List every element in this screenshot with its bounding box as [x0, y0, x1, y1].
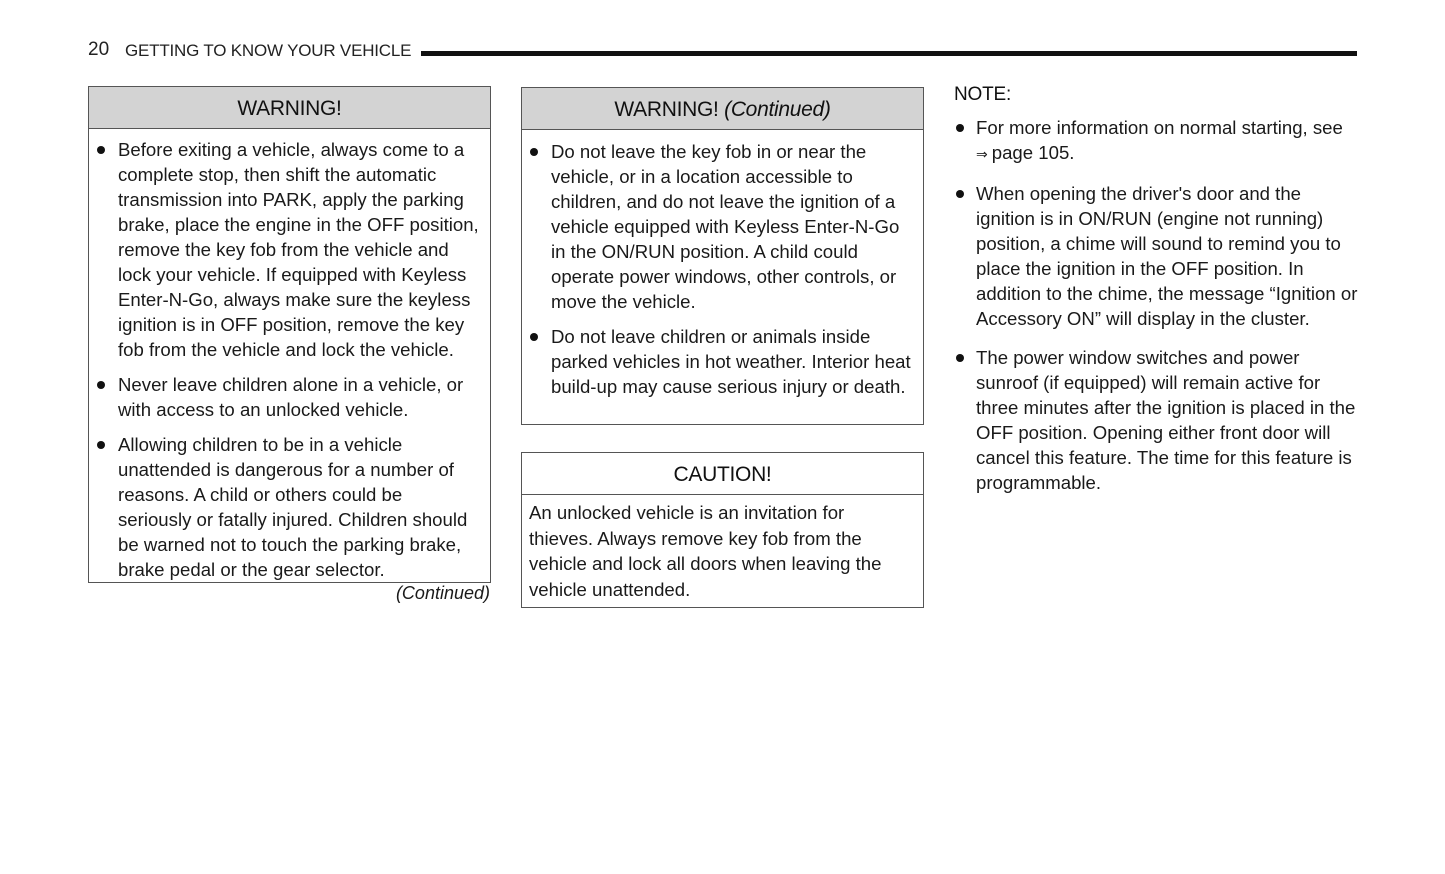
- notes-section: [954, 83, 1364, 509]
- list-item: [530, 139, 913, 314]
- list-item-text: Do not leave the key fob in or near the vehicle, or in a location accessible to children, and do not leave the ignition of a vehicle equipped with Keyless Enter-N-Go in the ON/RUN position. A child could operate power windows, other controls, or move the vehicle.: [551, 141, 900, 312]
- list-item-text: Before exiting a vehicle, always come to a complete stop, then shift the automatic transmission into PARK, apply the parking brake, place the engine in the OFF position, remove the key fob from the vehicle and lock your vehicle. If equipped with Keyless Enter-N-Go, always make sure the keyless ignition is in OFF position, remove the key fob from the vehicle and lock the vehicle.: [118, 139, 479, 360]
- page-number: 20: [88, 39, 110, 60]
- warning-box-title: WARNING!: [89, 87, 490, 129]
- list-item-text: Do not leave children or animals inside parked vehicles in hot weather. Interior heat build-up may cause serious injury or death.: [551, 326, 911, 397]
- list-item: [954, 345, 1364, 495]
- bullet-icon: [956, 190, 964, 198]
- notes-list: [954, 115, 1364, 495]
- list-item: [97, 432, 480, 582]
- bullet-icon: [97, 381, 105, 389]
- note-title: NOTE:: [954, 84, 1012, 105]
- list-item-text: The power window switches and power sunroof (if equipped) will remain active for three minutes after the ignition is placed in the OFF position. Opening either front door will cancel this feature. The time for this feature is programmable.: [976, 347, 1356, 493]
- header-rule: [421, 51, 1357, 56]
- warning-continued-title: [522, 88, 923, 130]
- caution-box-title: CAUTION!: [522, 453, 923, 495]
- list-item: [954, 115, 1364, 167]
- bullet-icon: [97, 441, 105, 449]
- bullet-icon: [530, 333, 538, 341]
- caution-box-text: An unlocked vehicle is an invitation for thieves. Always remove key fob from the vehicle and lock all doors when leaving the vehicle unattended.: [529, 502, 882, 600]
- list-item-text: Allowing children to be in a vehicle unattended is dangerous for a number of reasons. A child or others could be seriously or fatally injured. Children should be warned not to touch the parking brake, brake pedal or the gear selector.: [118, 434, 468, 580]
- list-item: [97, 372, 480, 422]
- section-title: GETTING TO KNOW YOUR VEHICLE: [125, 41, 412, 60]
- page-reference-link[interactable]: page 105.: [991, 142, 1075, 163]
- list-item: [97, 137, 480, 362]
- warning-title-suffix: (Continued): [724, 98, 831, 121]
- list-item-text: When opening the driver's door and the ignition is in ON/RUN (engine not running) position, a chime will sound to remind you to place the ignition in the OFF position. In addition to the chime, the message “Ignition or Accessory ON” will display in the cluster.: [976, 183, 1358, 329]
- bullet-icon: [97, 146, 105, 154]
- warning-continued-box: [521, 87, 924, 425]
- list-item-text: For more information on normal starting, see: [976, 117, 1343, 138]
- warning-box: [88, 86, 491, 583]
- page-header: [88, 38, 1357, 62]
- bullet-icon: [956, 354, 964, 362]
- page-reference-arrow-icon: ⇒: [976, 146, 988, 162]
- bullet-icon: [956, 124, 964, 132]
- warning-list: [89, 129, 490, 582]
- list-item: [530, 324, 913, 399]
- continued-label: (Continued): [395, 583, 490, 603]
- bullet-icon: [530, 148, 538, 156]
- list-item-text: Never leave children alone in a vehicle, or with access to an unlocked vehicle.: [118, 374, 464, 420]
- list-item: [954, 181, 1364, 331]
- caution-box: [521, 452, 924, 608]
- warning-continued-list: [522, 130, 923, 399]
- warning-title-text: WARNING!: [614, 98, 719, 121]
